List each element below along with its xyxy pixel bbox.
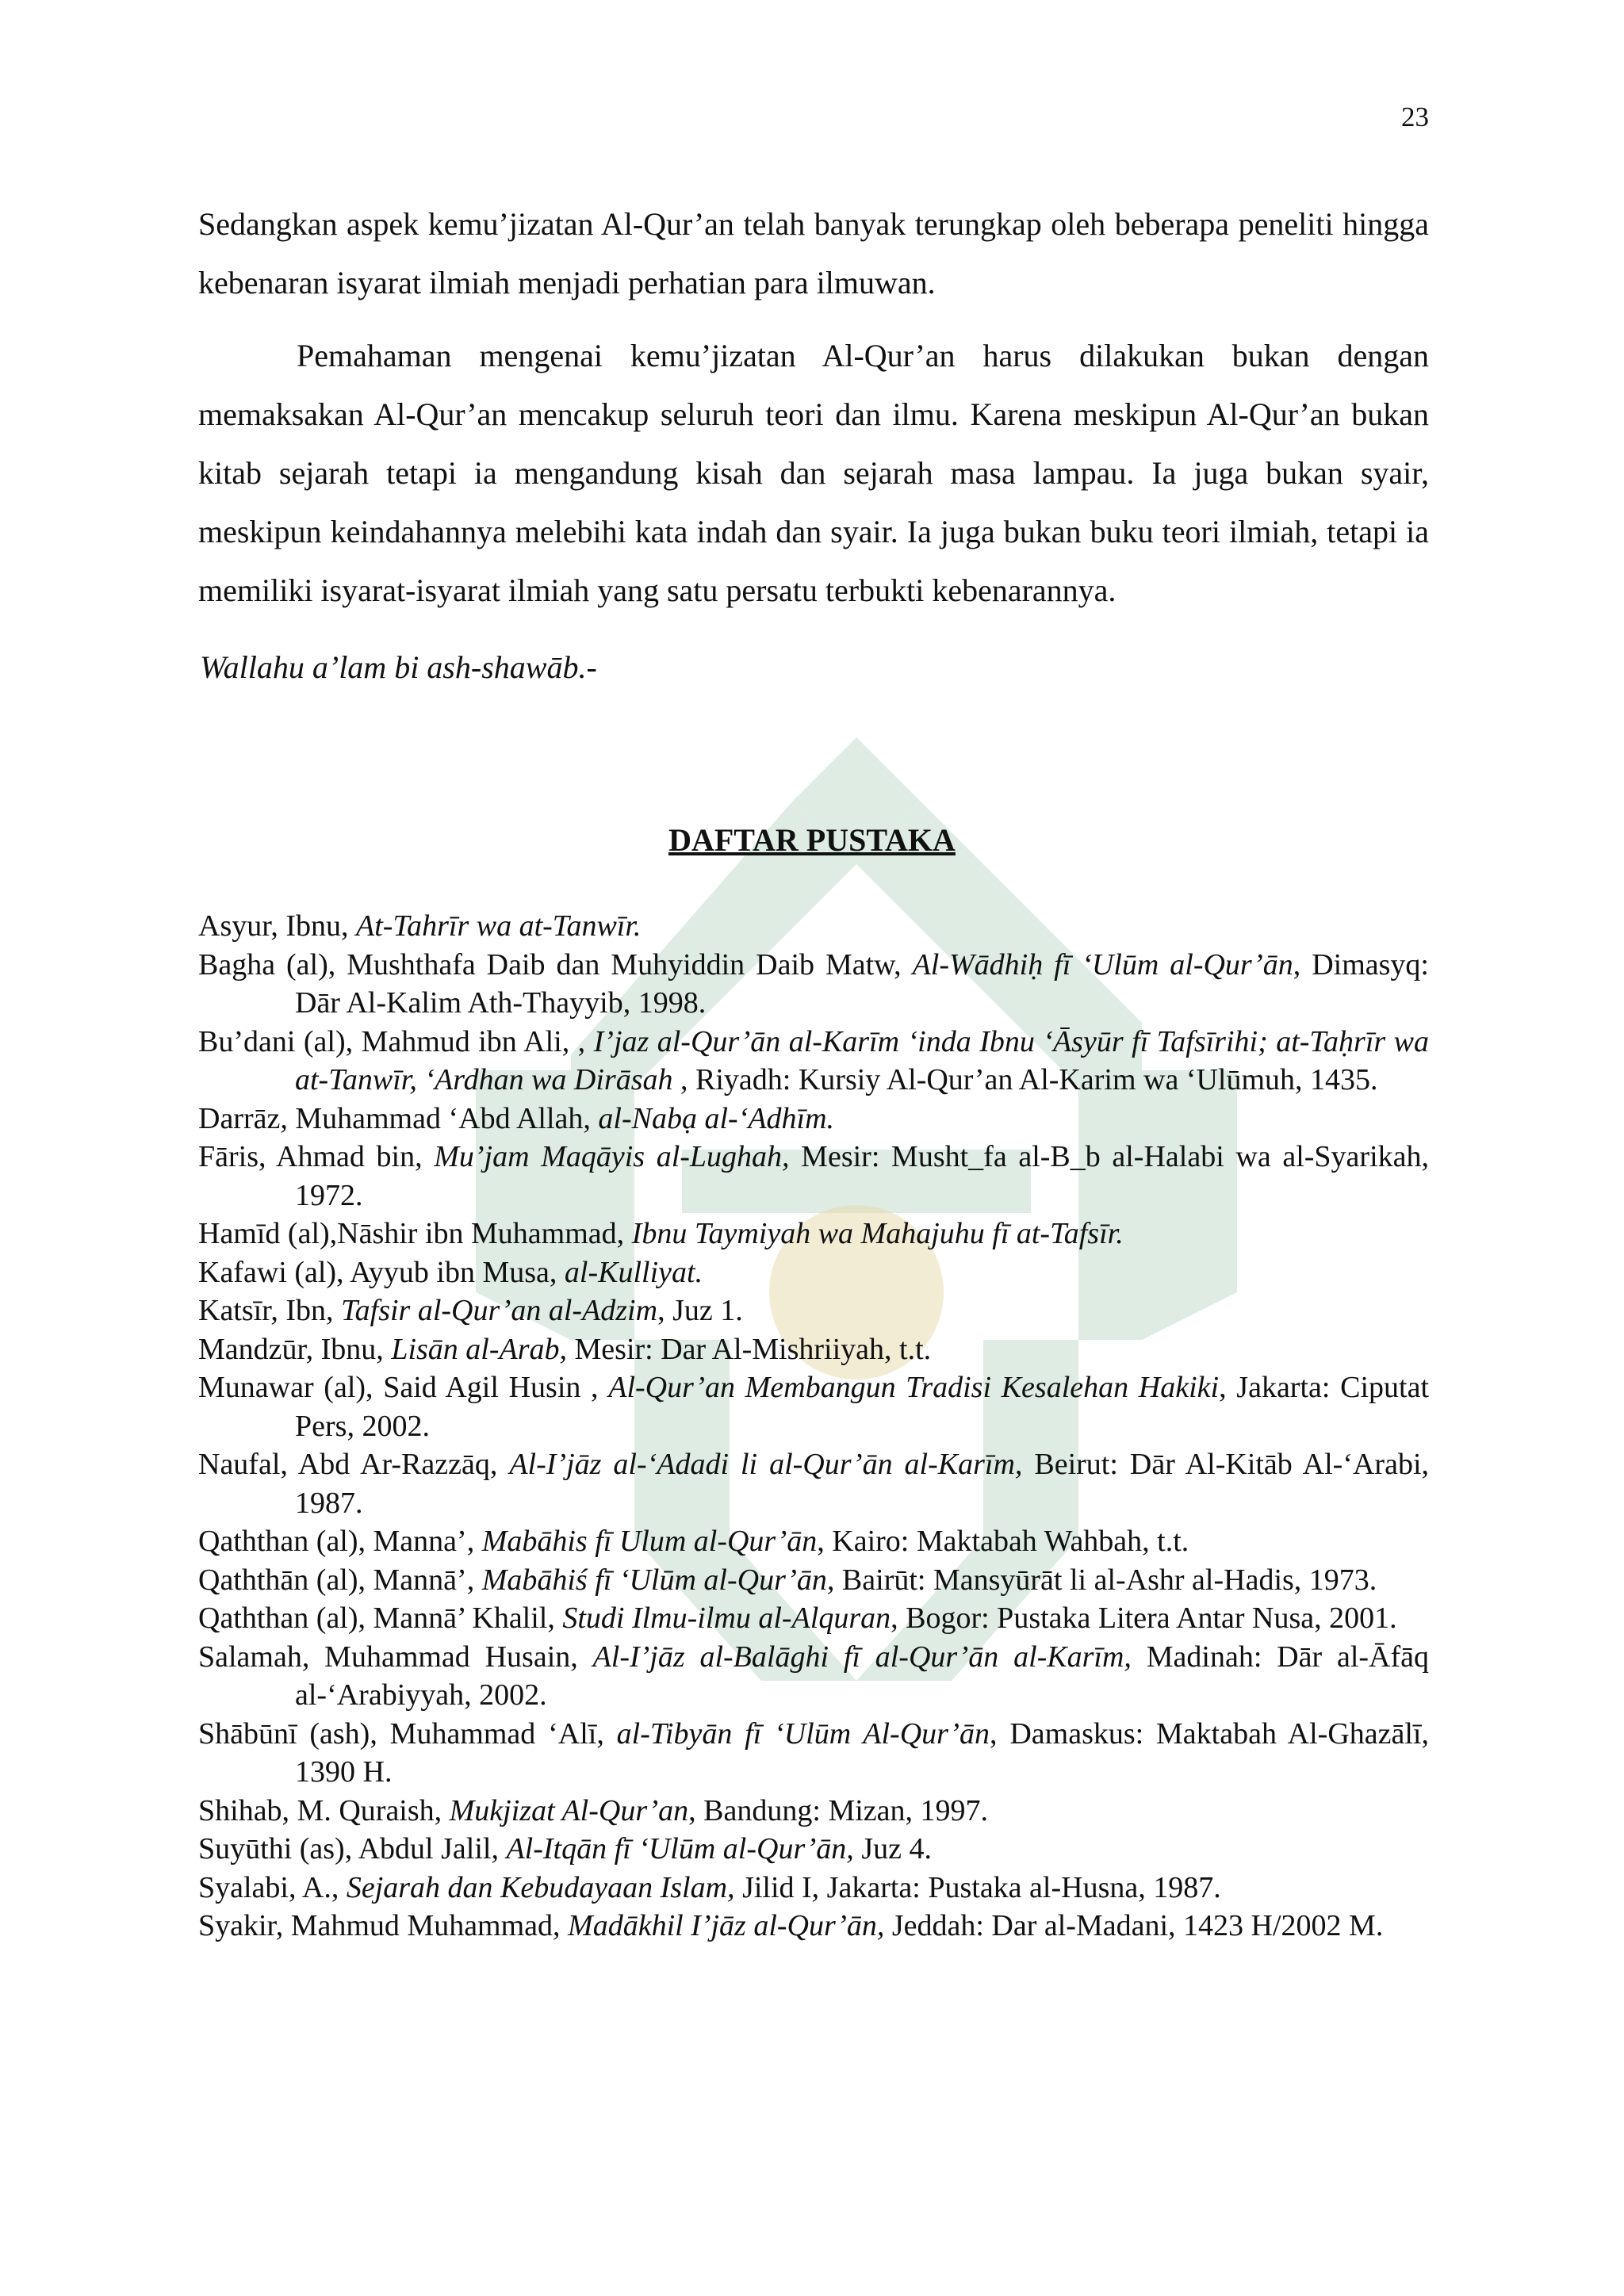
bibliography-entry: Kafawi (al), Ayyub ibn Musa, al-Kulliyat. — [198, 1255, 703, 1289]
bibliography-entry: Naufal, Abd Ar-Razzāq, Al-I’jāz al-‘Adadi li al-Qur’ān al-Karīm, Beirut: Dār Al-Kitāb Al-‘Arabi, 1987. — [198, 1448, 1429, 1520]
bibliography-entry: Hamīd (al),Nāshir ibn Muhammad, Ibnu Taymiyah wa Mahajuhu fī at-Tafsīr. — [198, 1217, 1124, 1250]
closing-phrase: Wallahu a’lam bi ash-shawāb.- — [200, 649, 597, 685]
paragraph-2: Pemahaman mengenai kemu’jizatan Al-Qur’an harus dilakukan bukan dengan memaksakan Al-Qur’an mencakup seluruh teori dan ilmu. Karena meskipun Al-Qur’an bukan kitab sejarah tetapi ia mengandung kisah dan sejarah masa lampau. Ia juga bukan syair, meskipun keindahannya melebihi kata indah dan syair. Ia juga bukan buku teori ilmiah, tetapi ia memiliki isyarat-isyarat ilmiah yang satu persatu terbukti kebenarannya. — [198, 338, 1429, 608]
page-number: 23 — [1401, 101, 1429, 132]
bibliography-entry: Mandzūr, Ibnu, Lisān al-Arab, Mesir: Dar Al-Mishriiyah, t.t. — [198, 1332, 932, 1366]
bibliography-entry: Qaththān (al), Mannā’, Mabāhiś fī ‘Ulūm al-Qur’ān, Bairūt: Mansyūrāt li al-Ashr al-Hadis, 1973. — [198, 1563, 1377, 1597]
bibliography-entry: Syalabi, A., Sejarah dan Kebudayaan Islam, Jilid I, Jakarta: Pustaka al-Husna, 1987. — [198, 1870, 1221, 1904]
bibliography-list — [198, 907, 1429, 1946]
bibliography-entry: Munawar (al), Said Agil Husin , Al-Qur’an Membangun Tradisi Kesalehan Hakiki, Jakarta: Ciputat Pers, 2002. — [198, 1371, 1430, 1443]
bibliography-entry: Qaththan (al), Mannā’ Khalil, Studi Ilmu-ilmu al-Alquran, Bogor: Pustaka Litera Antar Nusa, 2001. — [198, 1601, 1397, 1635]
bibliography-heading: DAFTAR PUSTAKA — [668, 822, 956, 858]
bibliography-entry: Fāris, Ahmad bin, Mu’jam Maqāyis al-Lughah, Mesir: Musht_fa al-B_b al-Halabi wa al-Syarikah, 1972. — [198, 1140, 1429, 1212]
bibliography-entry: Darrāz, Muhammad ‘Abd Allah, al-Nabạ al-‘Adhīm. — [198, 1101, 835, 1135]
bibliography-entry: Asyur, Ibnu, At-Tahrīr wa at-Tanwīr. — [198, 909, 642, 943]
bibliography-entry: Suyūthi (as), Abdul Jalil, Al-Itqān fī ‘Ulūm al-Qur’ān, Juz 4. — [198, 1832, 932, 1866]
bibliography-entry: Syakir, Mahmud Muhammad, Madākhil I’jāz al-Qur’ān, Jeddah: Dar al-Madani, 1423 H/2002 M. — [198, 1909, 1384, 1942]
paragraph-1: Sedangkan aspek kemu’jizatan Al-Qur’an telah banyak terungkap oleh beberapa peneliti hingga kebenaran isyarat ilmiah menjadi perhatian para ilmuwan. — [198, 206, 1429, 300]
bibliography-entry: Shihab, M. Quraish, Mukjizat Al-Qur’an, Bandung: Mizan, 1997. — [198, 1793, 989, 1827]
bibliography-entry: Shābūnī (ash), Muhammad ‘Alī, al-Tibyān fī ‘Ulūm Al-Qur’ān, Damaskus: Maktabah Al-Ghazālī, 1390 H. — [198, 1716, 1429, 1789]
bibliography-entry: Katsīr, Ibn, Tafsir al-Qur’an al-Adzim, Juz 1. — [198, 1294, 743, 1327]
bibliography-entry: Bagha (al), Mushthafa Daib dan Muhyiddin Daib Matw, Al-Wādhiḥ fī ‘Ulūm al-Qur’ān, Dimasyq: Dār Al-Kalim Ath-Thayyib, 1998. — [198, 947, 1429, 1020]
bibliography-entry: Qaththan (al), Manna’, Mabāhis fī Ulum al-Qur’ān, Kairo: Maktabah Wahbah, t.t. — [198, 1525, 1189, 1558]
bibliography-entry: Bu’dani (al), Mahmud ibn Ali, , I’jaz al-Qur’ān al-Karīm ‘inda Ibnu ‘Āsyūr fī Tafsīrihi; at-Taḥrīr wa at-Tanwīr, ‘Ardhan wa Dirāsah , Riyadh: Kursiy Al-Qur’an Al-Karim wa ‘Ulūmuh, 1435. — [198, 1024, 1429, 1096]
bibliography-entry: Salamah, Muhammad Husain, Al-I’jāz al-Balāghi fī al-Qur’ān al-Karīm, Madinah: Dār al-Āfāq al-‘Arabiyyah, 2002. — [198, 1640, 1429, 1712]
